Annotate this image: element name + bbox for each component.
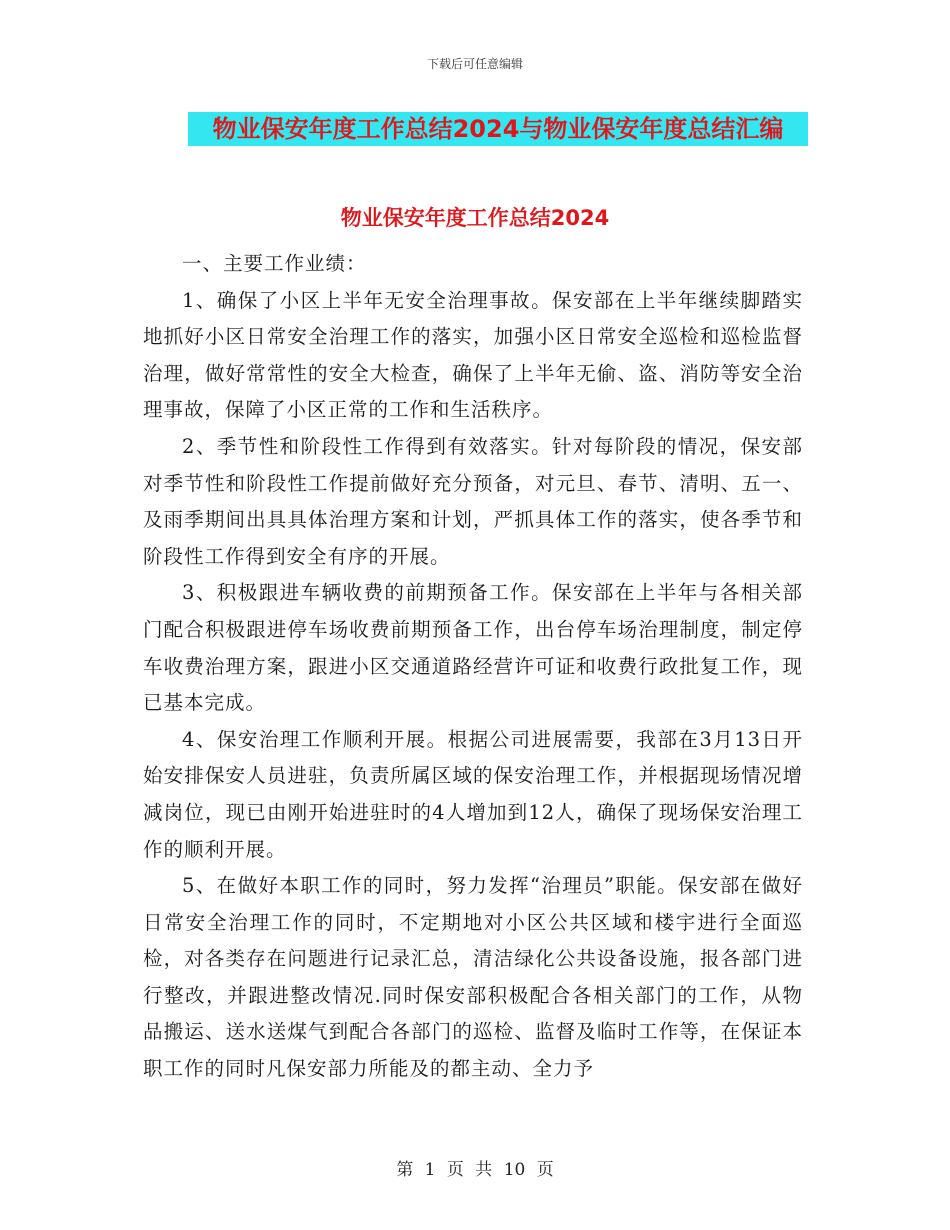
paragraph-heading: 一、主要工作业绩： xyxy=(182,252,367,275)
page-footer: 第 1 页 共 10 页 xyxy=(396,1160,554,1180)
paragraph-3: 3、积极跟进车辆收费的前期预备工作。保安部在上半年与各相关部门配合积极跟进停车场收费前期预备工作，出台停车场治理制度，制定停车收费治理方案，跟进小区交通道路经营许可证和收费行政批复工作，现已基本完成。 xyxy=(143,581,803,715)
paragraph-4: 4、保安治理工作顺利开展。根据公司进展需要，我部在3月13日开始安排保安人员进驻，负责所属区域的保安治理工作，并根据现场情况增减岗位，现已由刚开始进驻时的4人增加到12人，确保了现场保安治理工作的顺利开展。 xyxy=(143,727,803,861)
document-body xyxy=(143,246,803,1088)
main-title: 物业保安年度工作总结2024与物业保安年度总结汇编 xyxy=(212,115,784,143)
paragraph-1: 1、确保了小区上半年无安全治理事故。保安部在上半年继续脚踏实地抓好小区日常安全治理工作的落实，加强小区日常安全巡检和巡检监督治理，做好常常性的安全大检查，确保了上半年无偷、盗、消防等安全治理事故，保障了小区正常的工作和生活秩序。 xyxy=(143,288,803,422)
paragraph-2: 2、季节性和阶段性工作得到有效落实。针对每阶段的情况，保安部对季节性和阶段性工作提前做好充分预备，对元旦、春节、清明、五一、及雨季期间出具具体治理方案和计划，严抓具体工作的落实，使各季节和阶段性工作得到安全有序的开展。 xyxy=(143,434,803,568)
header-note: 下载后可任意编辑 xyxy=(426,57,523,71)
section-title: 物业保安年度工作总结2024 xyxy=(340,206,610,230)
main-title-highlight xyxy=(188,112,808,146)
paragraph-5: 5、在做好本职工作的同时，努力发挥“治理员”职能。保安部在做好日常安全治理工作的同时，不定期地对小区公共区域和楼宇进行全面巡检，对各类存在问题进行记录汇总，清洁绿化公共设备设施，报各部门进行整改，并跟进整改情况.同时保安部积极配合各相关部门的工作，从物品搬运、送水送煤气到配合各部门的巡检、监督及临时工作等，在保证本职工作的同时凡保安部力所能及的都主动、全力予 xyxy=(143,874,803,1081)
